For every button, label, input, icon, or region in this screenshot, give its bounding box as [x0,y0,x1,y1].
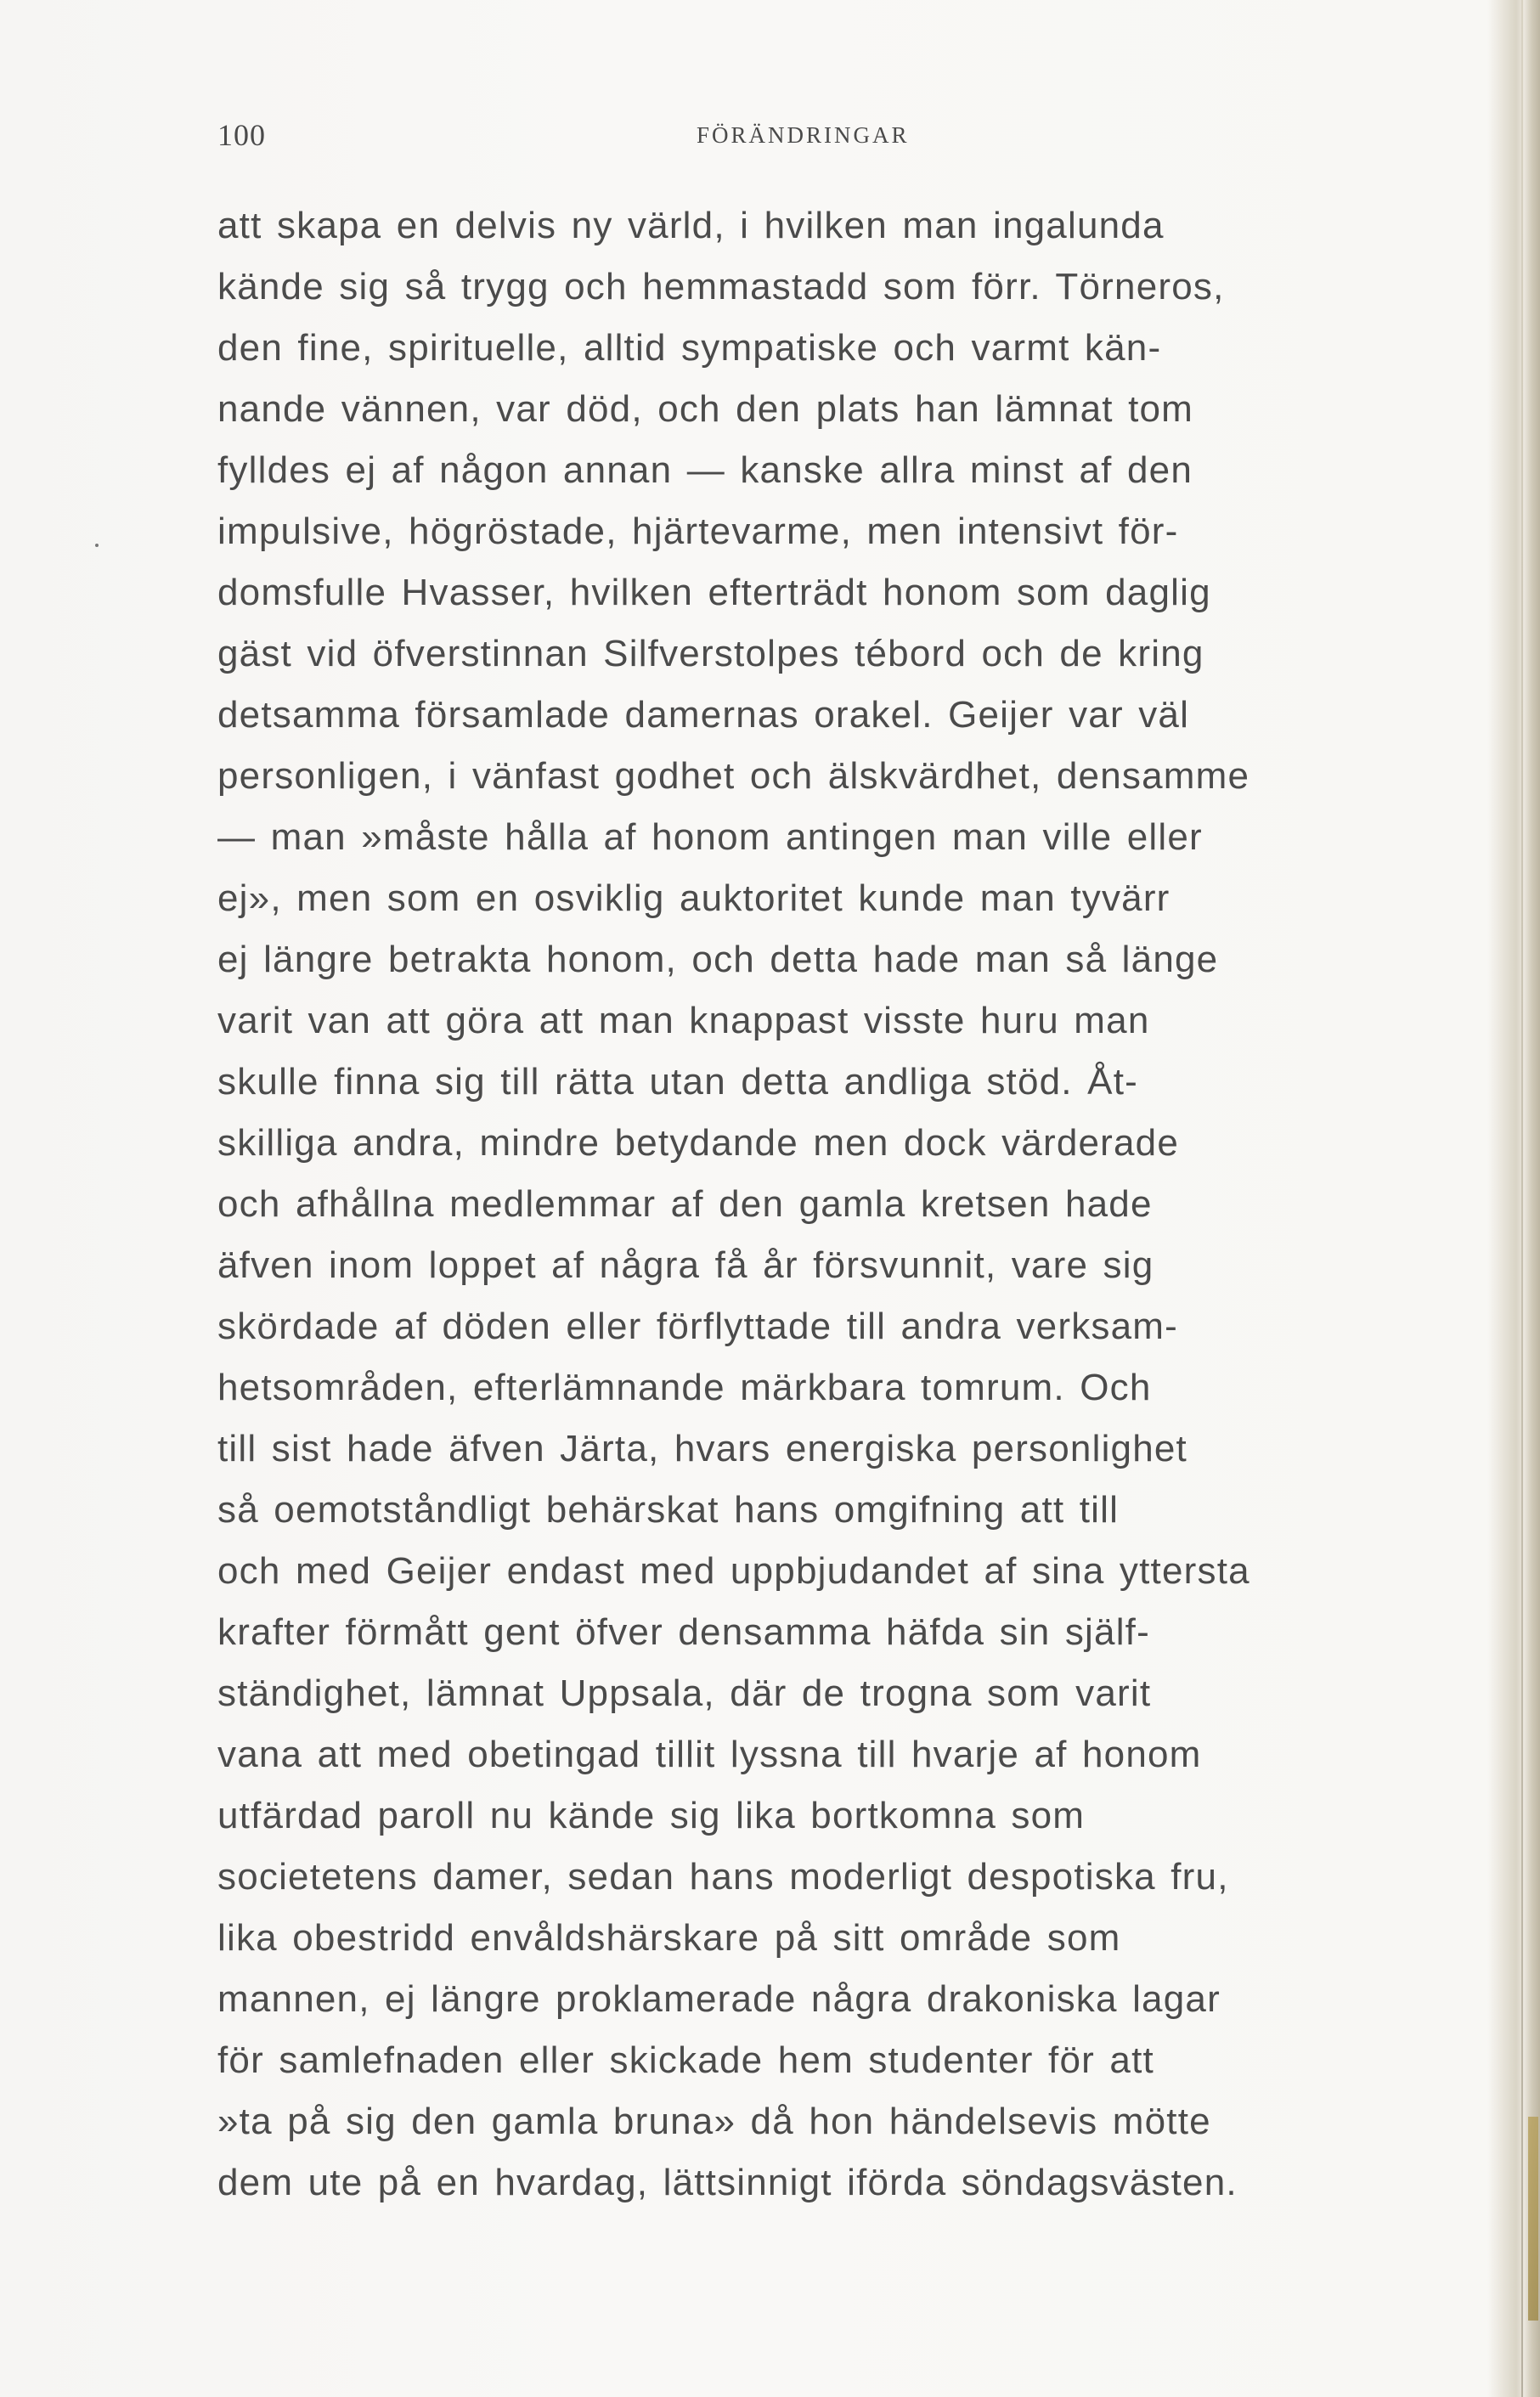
text-line: skördade af döden eller förflyttade till andra verksam- [217,1306,1178,1347]
text-line: detsamma församlade damernas orakel. Geijer var väl [217,694,1190,736]
text-line: krafter förmått gent öfver densamma häfda sin själf- [217,1611,1150,1653]
page-edge-mark [1528,2117,1538,2321]
text-line: — man »måste hålla af honom antingen man ville eller [217,816,1203,858]
text-line: ej längre betrakta honom, och detta hade man så länge [217,939,1219,980]
text-line: personligen, i vänfast godhet och älskvärdhet, densamme [217,755,1250,797]
text-line: så oemotståndligt behärskat hans omgifning att till [217,1489,1120,1531]
text-line: skulle finna sig till rätta utan detta andliga stöd. Åt- [217,1061,1138,1103]
text-line: hetsområden, efterlämnande märkbara tomrum. Och [217,1367,1152,1408]
text-line: lika obestridd envåldshärskare på sitt område som [217,1917,1121,1959]
text-line: impulsive, högröstade, hjärtevarme, men intensivt för- [217,510,1179,552]
text-line: och med Geijer endast med uppbjudandet af sina yttersta [217,1550,1250,1592]
text-line: ej», men som en osviklig auktoritet kunde man tyvärr [217,877,1171,919]
text-line: utfärdad paroll nu kände sig lika bortkomna som [217,1795,1086,1836]
page-edge-line [1521,0,1523,2397]
margin-dot [95,544,99,547]
text-line: den fine, spirituelle, alltid sympatiske och varmt kän- [217,327,1162,369]
body-text [217,195,1424,2214]
text-line: societetens damer, sedan hans moderligt despotiska fru, [217,1856,1229,1898]
text-line: nande vännen, var död, och den plats han lämnat tom [217,388,1194,430]
text-line: vana att med obetingad tillit lyssna till hvarje af honom [217,1734,1202,1775]
text-line: och afhållna medlemmar af den gamla kretsen hade [217,1183,1153,1225]
text-line: ständighet, lämnat Uppsala, där de trogna som varit [217,1672,1152,1714]
text-line: fylldes ej af någon annan — kanske allra minst af den [217,449,1193,491]
text-line: till sist hade äfven Järta, hvars energiska personlighet [217,1428,1187,1469]
text-line: att skapa en delvis ny värld, i hvilken man ingalunda [217,205,1165,246]
running-head [217,117,1255,155]
text-line: varit van att göra att man knappast visste huru man [217,1000,1150,1041]
text-line: skilliga andra, mindre betydande men dock värderade [217,1122,1180,1164]
page-edge-shading [1487,0,1540,2397]
text-line: »ta på sig den gamla bruna» då hon händelsevis mötte [217,2101,1211,2142]
text-line: för samlefnaden eller skickade hem studenter för att [217,2039,1154,2081]
text-line: kände sig så trygg och hemmastadd som förr. Törneros, [217,266,1225,307]
text-line: äfven inom loppet af några få år försvunnit, vare sig [217,1244,1154,1286]
running-title: FÖRÄNDRINGAR [697,122,910,148]
text-line: mannen, ej längre proklamerade några drakoniska lagar [217,1978,1221,2020]
text-line: gäst vid öfverstinnan Silfverstolpes tébord och de kring [217,633,1204,674]
text-line: domsfulle Hvasser, hvilken efterträdt honom som daglig [217,572,1211,613]
text-line: dem ute på en hvardag, lättsinnigt iförda söndagsvästen. [217,2162,1238,2203]
page-number: 100 [217,118,266,152]
